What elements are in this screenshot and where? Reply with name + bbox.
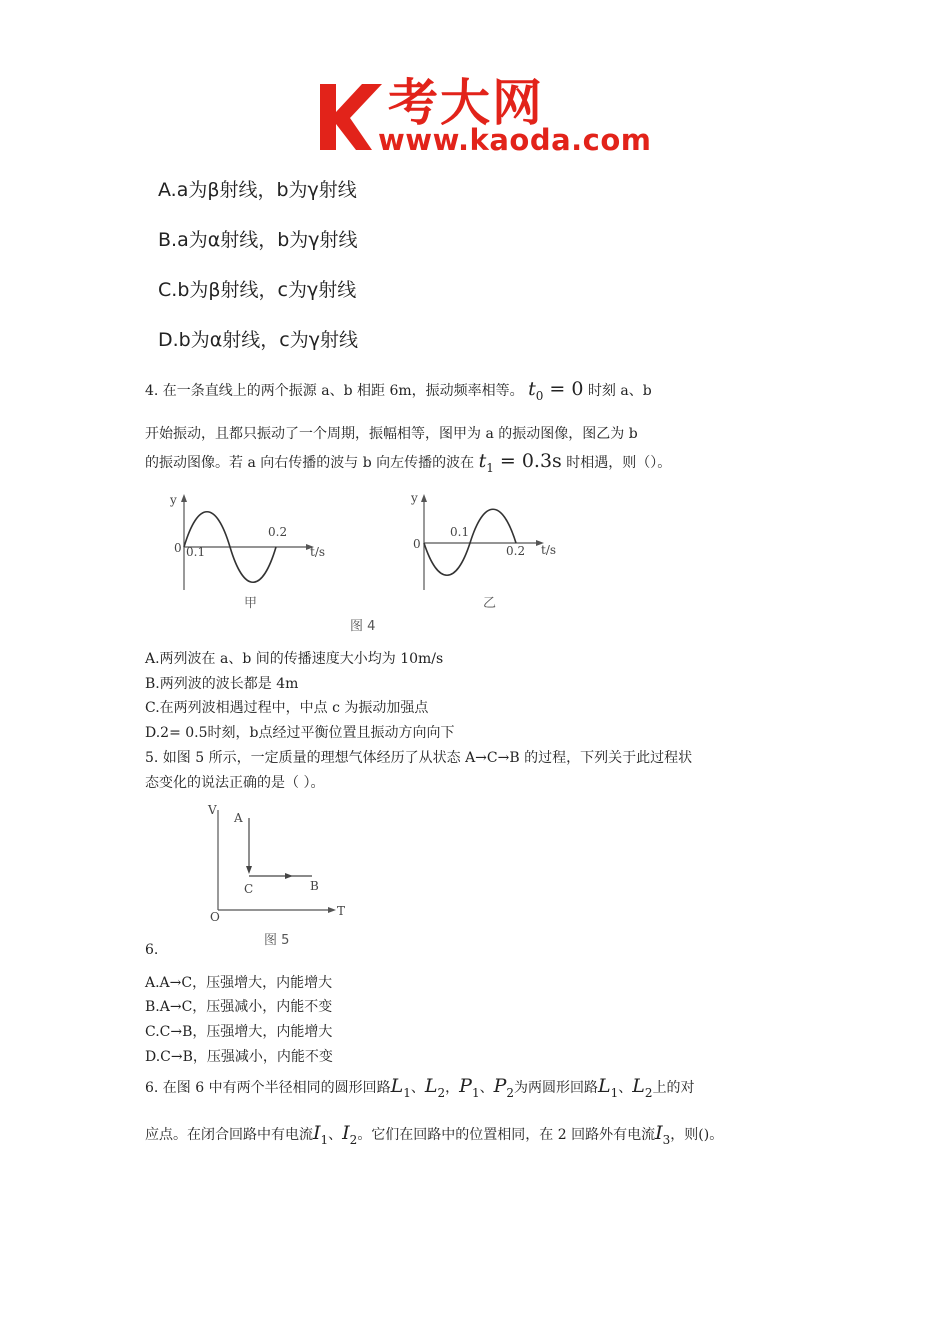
l1-symbol-2: $L_1$ bbox=[598, 1075, 619, 1100]
q3-option-b: B.a为α射线，b为γ射线 bbox=[158, 229, 358, 251]
figure-4 bbox=[160, 490, 580, 640]
q5-option-c: C.C→B，压强增大，内能增大 bbox=[145, 1024, 333, 1040]
q4-option-d: D.2= 0.5时刻，b点经过平衡位置且振动方向向下 bbox=[145, 725, 455, 741]
p2-symbol: $P_2$ bbox=[493, 1075, 515, 1100]
jia-y-label: y bbox=[170, 493, 177, 507]
i3-symbol: $I_3$ bbox=[655, 1122, 671, 1147]
jia-label: 甲 bbox=[244, 596, 258, 611]
q5-stray-number: 6. bbox=[145, 942, 159, 958]
i1-symbol: $I_1$ bbox=[313, 1122, 329, 1147]
q6-line1: 6. 在图 6 中有两个半径相同的圆形回路$L_1$、$L_2$，$P_1$、$P_2$为两圆形回路$L_1$、$L_2$上的对 bbox=[145, 1075, 695, 1100]
jia-origin: 0 bbox=[174, 541, 182, 555]
figure-5 bbox=[200, 798, 360, 950]
graph-yi bbox=[410, 491, 556, 611]
point-b: B bbox=[310, 879, 319, 893]
t-axis-label: T bbox=[337, 904, 346, 918]
figure-4-caption: 图 4 bbox=[350, 619, 376, 634]
jia-x-label: t/s bbox=[310, 545, 326, 559]
logo-text: 考大网 bbox=[388, 74, 544, 132]
q5-option-b: B.A→C，压强减小，内能不变 bbox=[145, 999, 333, 1015]
q3-option-c: C.b为β射线，c为γ射线 bbox=[158, 279, 357, 301]
v-axis-label: V bbox=[208, 803, 217, 817]
point-c: C bbox=[244, 882, 254, 896]
q4-line1: 4. 在一条直线上的两个振源 a、b 相距 6m，振动频率相等。 $t_0 = 0$ 时刻 a、b bbox=[145, 378, 652, 403]
q5-line2: 态变化的说法正确的是（ ）。 bbox=[145, 775, 325, 791]
q5-option-a: A.A→C，压强增大，内能增大 bbox=[145, 975, 333, 991]
figure-5-caption: 图 5 bbox=[264, 933, 290, 948]
q5-line1: 5. 如图 5 所示，一定质量的理想气体经历了从状态 A→C→B 的过程，下列关于此过程状 bbox=[145, 750, 693, 766]
logo-k-icon bbox=[318, 82, 386, 152]
q3-option-a: A.a为β射线，b为γ射线 bbox=[158, 179, 357, 201]
jia-tick1: 0.1 bbox=[186, 545, 206, 559]
q4-option-c: C.在两列波相遇过程中，中点 c 为振动加强点 bbox=[145, 700, 429, 716]
q4-line2: 开始振动，且都只振动了一个周期，振幅相等，图甲为 a 的振动图像，图乙为 b bbox=[145, 426, 638, 442]
i2-symbol: $I_2$ bbox=[342, 1122, 358, 1147]
origin-label: O bbox=[210, 910, 220, 924]
q4-option-b: B.两列波的波长都是 4m bbox=[145, 676, 299, 692]
p1-symbol: $P_1$ bbox=[459, 1075, 480, 1100]
graph-jia bbox=[169, 493, 325, 611]
q5-option-d: D.C→B，压强减小，内能不变 bbox=[145, 1049, 333, 1065]
t1-formula: $t_1 = 0.3s$ bbox=[478, 450, 562, 475]
yi-label: 乙 bbox=[483, 596, 497, 611]
yi-y-label: y bbox=[411, 491, 418, 505]
yi-x-label: t/s bbox=[541, 543, 557, 557]
logo-url: www.kaoda.com bbox=[378, 123, 652, 157]
jia-tick2: 0.2 bbox=[268, 525, 288, 539]
t0-formula: $t_0 = 0$ bbox=[528, 378, 584, 403]
q4-option-a: A.两列波在 a、b 间的传播速度大小均为 10m/s bbox=[145, 651, 444, 667]
yi-tick2: 0.2 bbox=[506, 544, 526, 558]
q4-line3: 的振动图像。若 a 向右传播的波与 b 向左传播的波在 $t_1 = 0.3s$ 时相遇，则（）。 bbox=[145, 450, 672, 475]
q6-line2: 应点。在闭合回路中有电流$I_1$、$I_2$。它们在回路中的位置相同，在 2 回路外有电流$I_3$，则()。 bbox=[145, 1122, 724, 1147]
l2-symbol: $L_2$ bbox=[424, 1075, 446, 1100]
yi-origin: 0 bbox=[413, 537, 421, 551]
wave-yi bbox=[424, 509, 516, 575]
l2-symbol-2: $L_2$ bbox=[632, 1075, 653, 1100]
yi-tick1: 0.1 bbox=[450, 525, 470, 539]
point-a: A bbox=[234, 811, 243, 825]
l1-symbol: $L_1$ bbox=[390, 1075, 411, 1100]
q3-option-d: D.b为α射线，c为γ射线 bbox=[158, 329, 358, 351]
